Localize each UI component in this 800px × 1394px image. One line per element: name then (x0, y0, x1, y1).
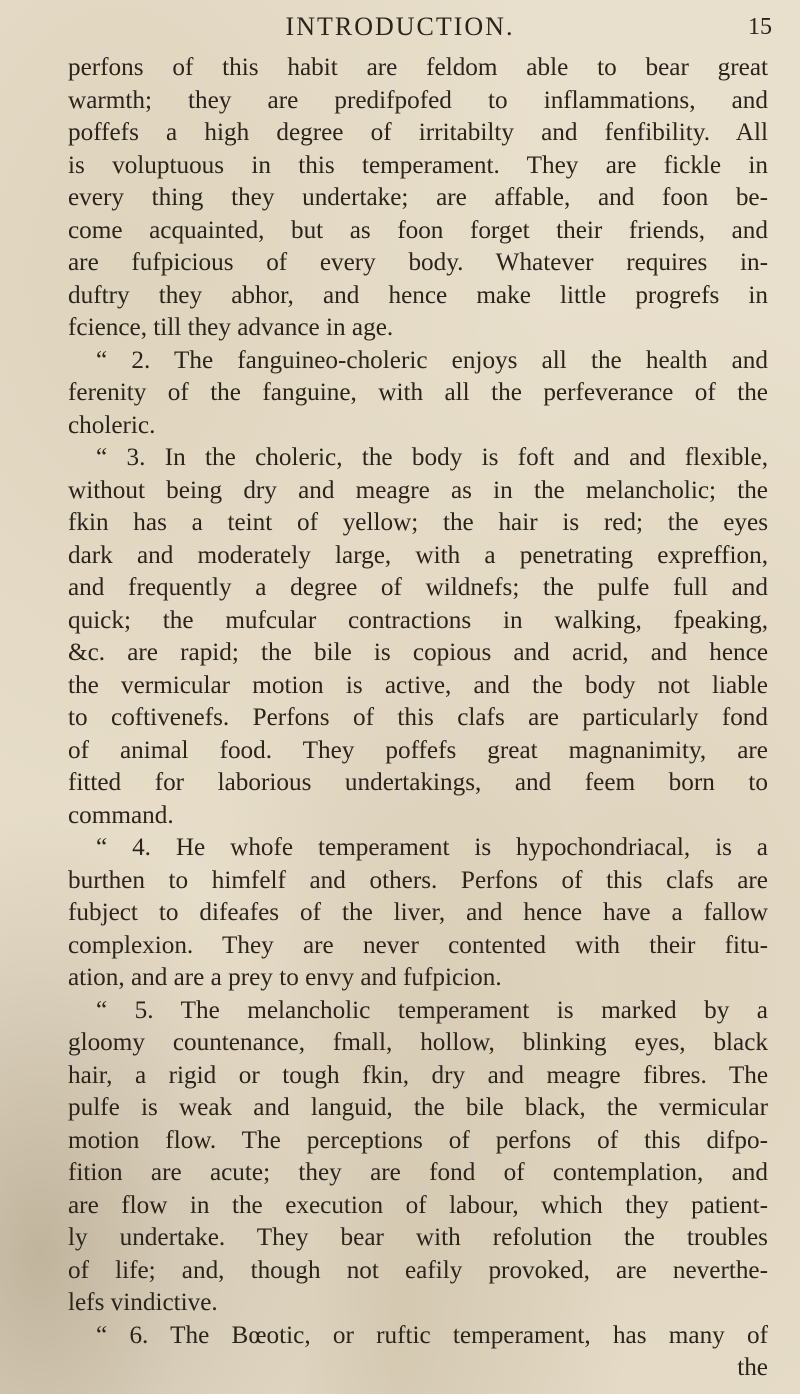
text-line: to coftivenefs. Perfons of this clafs are particularly fond (68, 704, 768, 731)
running-head (0, 12, 800, 52)
text-line: the vermicular motion is active, and the body not liable (68, 671, 768, 699)
text-line: choleric. (68, 411, 156, 439)
text-line: burthen to himfelf and others. Perfons of this clafs are (68, 866, 768, 894)
text-line: gloomy countenance, fmall, hollow, blinking eyes, black (68, 1029, 768, 1056)
text-line: fubject to difeafes of the liver, and hence have a fallow (68, 899, 768, 926)
text-line: fkin has a teint of yellow; the hair is red; the eyes (68, 509, 768, 536)
text-line: duftry they abhor, and hence make little progrefs in (68, 281, 768, 309)
text-line: motion flow. The perceptions of perfons of this difpo- (68, 1126, 768, 1154)
text-line: hair, a rigid or tough fkin, dry and meagre fibres. The (68, 1061, 768, 1089)
text-line: is voluptuous in this temperament. They are fickle in (68, 151, 768, 179)
text-line: complexion. They are never contented with their fitu- (68, 931, 768, 959)
text-line: are fufpicious of every body. Whatever requires in- (68, 249, 768, 276)
text-line: command. (68, 801, 174, 829)
text-line: fcience, till they advance in age. (68, 314, 394, 341)
text-line: fition are acute; they are fond of contemplation, and (68, 1159, 768, 1186)
text-line: pulfe is weak and languid, the bile black, the vermicular (68, 1094, 768, 1121)
text-line: ly undertake. They bear with refolution the troubles (68, 1224, 768, 1251)
text-line: &c. are rapid; the bile is copious and acrid, and hence (68, 639, 768, 666)
text-line: ferenity of the fanguine, with all the perfeverance of the (68, 379, 768, 406)
text-line: every thing they undertake; are affable, and foon be- (68, 184, 768, 211)
text-line: of animal food. They poffefs great magnanimity, are (68, 736, 768, 764)
catchword: the (737, 1354, 768, 1381)
text-line: “ 3. In the choleric, the body is foft and and flexible, (96, 444, 768, 471)
text-line: quick; the mufcular contractions in walking, fpeaking, (68, 606, 768, 634)
text-line: ation, and are a prey to envy and fufpicion. (68, 964, 502, 991)
text-line: “ 6. The Bœotic, or ruftic temperament, has many of (96, 1321, 768, 1349)
text-line: of life; and, though not eafily provoked, are neverthe- (68, 1256, 768, 1284)
text-line: come acquainted, but as foon forget their friends, and (68, 216, 768, 244)
text-line: are flow in the execution of labour, which they patient- (68, 1191, 768, 1219)
text-line: without being dry and meagre as in the melancholic; the (68, 476, 768, 504)
text-line: fitted for laborious undertakings, and feem born to (68, 769, 768, 796)
text-line: “ 2. The fanguineo-choleric enjoys all the health and (96, 346, 768, 374)
page-number: 15 (748, 14, 772, 40)
text-line: dark and moderately large, with a penetrating expreffion, (68, 541, 768, 569)
running-title: INTRODUCTION. (285, 12, 515, 41)
text-line: perfons of this habit are feldom able to bear great (68, 54, 768, 81)
text-line: and frequently a degree of wildnefs; the pulfe full and (68, 574, 768, 601)
body-text (68, 52, 768, 1385)
text-line: “ 5. The melancholic temperament is marked by a (96, 996, 768, 1024)
text-line: poffefs a high degree of irritabilty and fenfibility. All (68, 119, 768, 146)
text-line: warmth; they are predifpofed to inflammations, and (68, 86, 768, 114)
text-line: lefs vindictive. (68, 1289, 218, 1316)
text-line: “ 4. He whofe temperament is hypochondriacal, is a (96, 834, 768, 861)
